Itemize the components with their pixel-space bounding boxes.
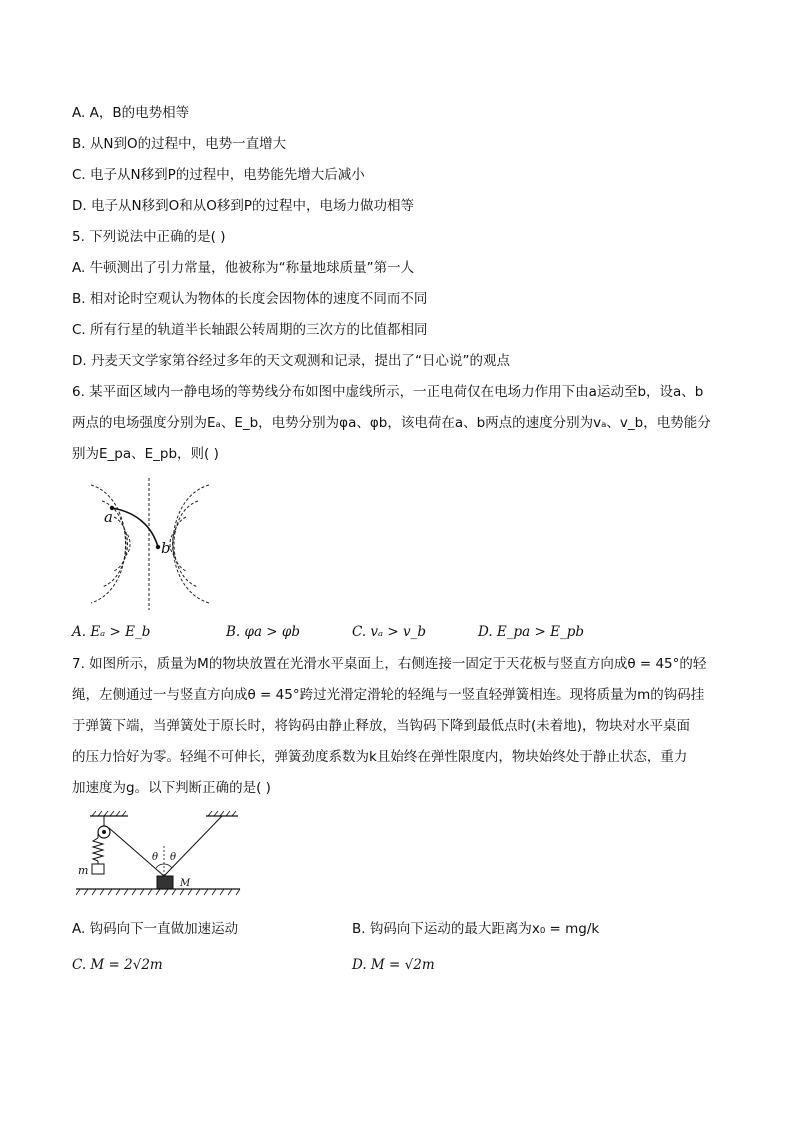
q7-stem-line5: 加速度为g。以下判断正确的是( ) [72,780,271,796]
pulley-spring-figure [76,808,242,900]
q6-option-a: A. Eₐ > E_b [72,624,151,640]
mass-M-label: M [180,878,191,889]
q4-option-c: C. 电子从N移到P的过程中，电势能先增大后减小 [72,167,365,183]
q7-stem-line1: 7. 如图所示，质量为M的物块放置在光滑水平桌面上，右侧连接一固定于天花板与竖直方向成θ = 45°的轻 [72,656,707,672]
q6-stem-line2: 两点的电场强度分别为Eₐ、E_b，电势分别为φa、φb，该电荷在a、b两点的速度分别为vₐ、v_b，电势能分 [72,415,711,431]
theta-left-label: θ [152,852,159,863]
equipotential-figure [88,476,213,612]
q6-option-d: D. E_pa > E_pb [478,624,585,640]
q7-stem-line2: 绳，左侧通过一与竖直方向成θ = 45°跨过光滑定滑轮的轻绳与一竖直轻弹簧相连。现将质量为m的钩码挂 [72,687,705,703]
q7-stem-line3: 于弹簧下端，当弹簧处于原长时，将钩码由静止释放，当钩码下降到最低点时(未着地)，物块对水平桌面 [72,718,691,734]
q4-option-d: D. 电子从N移到O和从O移到P的过程中，电场力做功相等 [72,198,414,214]
q6-option-b: B. φa > φb [226,624,300,640]
q6-option-c: C. vₐ > v_b [352,624,427,640]
q5-option-a: A. 牛顿测出了引力常量，他被称为“称量地球质量”第一人 [72,260,415,276]
theta-right-label: θ [170,852,177,863]
q5-option-c: C. 所有行星的轨道半长轴跟公转周期的三次方的比值都相同 [72,322,428,338]
q7-option-c: C. M = 2√2m [72,957,163,973]
q4-option-a: A. A，B的电势相等 [72,105,190,121]
q5-option-d: D. 丹麦天文学家第谷经过多年的天文观测和记录，提出了“日心说”的观点 [72,353,510,369]
mass-m-label: m [78,864,89,877]
point-b-label: b [161,539,171,557]
q7-option-b: B. 钩码向下运动的最大距离为x₀ = mg/k [352,921,600,937]
q7-stem-line4: 的压力恰好为零。轻绳不可伸长，弹簧劲度系数为k且始终在弹性限度内，物块始终处于静止状态，重力 [72,749,688,765]
q6-stem-line3: 别为E_pa、E_pb，则( ) [72,446,219,462]
q7-option-d: D. M = √2m [352,957,435,973]
point-a-label: a [104,508,113,526]
q5-stem: 5. 下列说法中正确的是( ) [72,229,226,245]
q6-stem-line1: 6. 某平面区域内一静电场的等势线分布如图中虚线所示，一正电荷仅在电场力作用下由a运动至b，设a、b [72,384,704,400]
q7-option-a: A. 钩码向下一直做加速运动 [72,921,239,937]
q5-option-b: B. 相对论时空观认为物体的长度会因物体的速度不同而不同 [72,291,428,307]
q4-option-b: B. 从N到O的过程中，电势一直增大 [72,136,287,152]
